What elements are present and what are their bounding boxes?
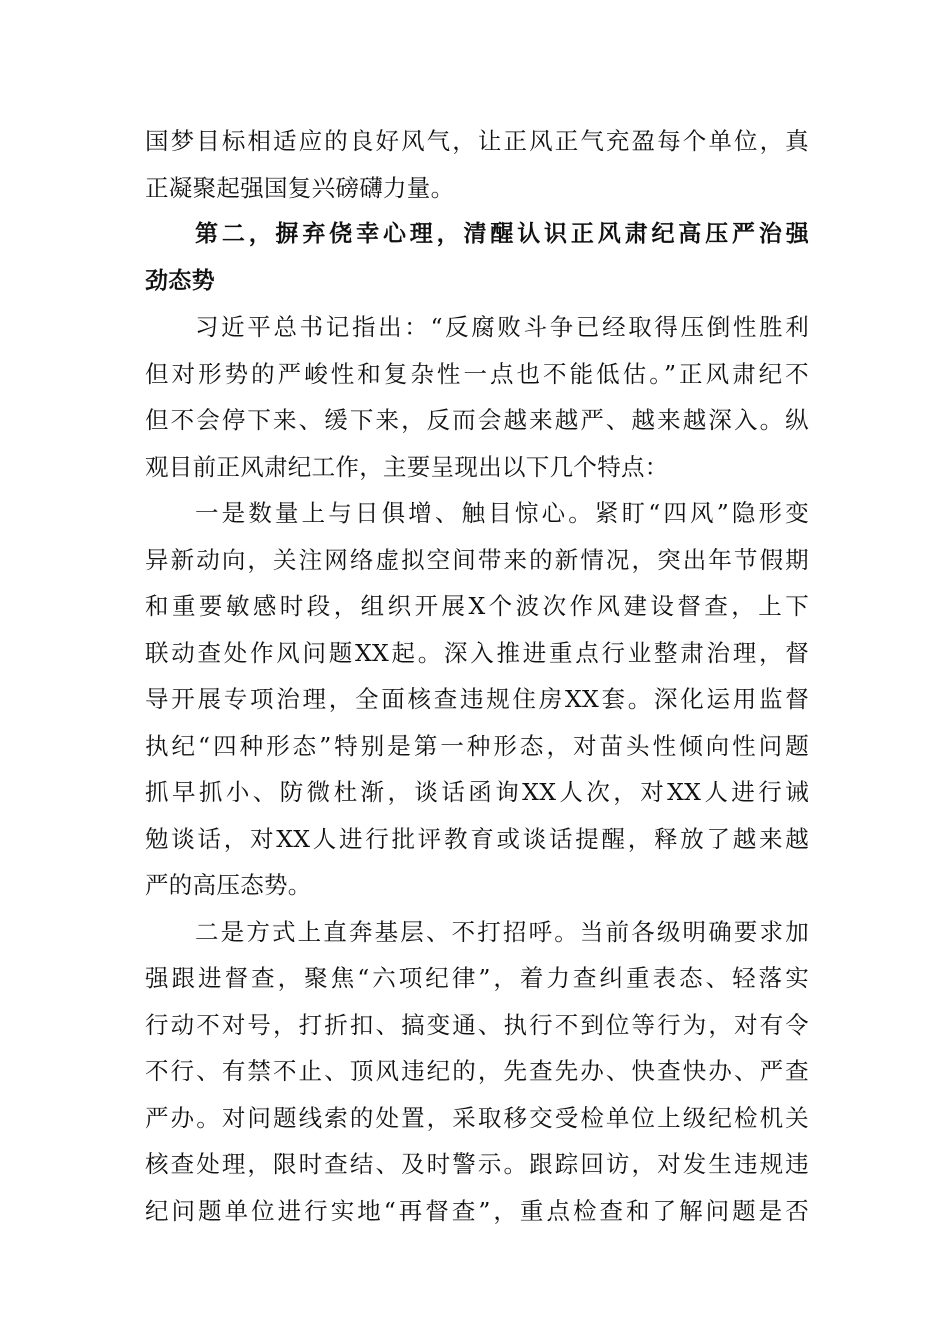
text-line: 正凝聚起强国复兴磅礴力量。 <box>145 173 455 202</box>
text-line: 强跟进督查，聚焦“六项纪律”，着力查纠重表态、轻落实 <box>145 964 809 992</box>
text-line: 但不会停下来、缓下来，反而会越来越严、越来越深入。纵 <box>145 406 809 434</box>
text-line: 和重要敏感时段，组织开展X个波次作风建设督查，上下 <box>145 592 809 620</box>
paragraph-point-two <box>145 909 809 1235</box>
text-line: 纪问题单位进行实地“再督查”，重点检查和了解问题是否 <box>145 1196 809 1225</box>
text-line: 严的高压态势。 <box>145 871 312 899</box>
heading-line: 劲态势 <box>145 267 215 294</box>
text-line: 习近平总书记指出：“反腐败斗争已经取得压倒性胜利 <box>195 313 809 341</box>
text-line: 核查处理，限时查结、及时警示。跟踪回访，对发生违规违 <box>145 1150 809 1178</box>
document-page <box>145 118 809 1234</box>
paragraph-quote <box>145 304 809 490</box>
text-line: 严办。对问题线索的处置，采取移交受检单位上级纪检机关 <box>145 1103 809 1132</box>
text-line: 一是数量上与日俱增、触目惊心。紧盯“四风”隐形变 <box>195 499 809 527</box>
text-line: 国梦目标相适应的良好风气，让正风正气充盈每个单位，真 <box>145 127 809 155</box>
text-line: 执纪“四种形态”特别是第一种形态，对苗头性倾向性问题 <box>145 731 809 760</box>
text-line: 抓早抓小、防微杜渐，谈话函询XX人次，对XX人进行诫 <box>145 778 809 806</box>
text-line: 但对形势的严峻性和复杂性一点也不能低估。”正风肃纪不 <box>145 359 809 388</box>
section-heading-second <box>145 211 809 304</box>
text-line: 异新动向，关注网络虚拟空间带来的新情况，突出年节假期 <box>145 545 809 574</box>
paragraph-point-one <box>145 490 809 909</box>
text-line: 行动不对号，打折扣、搞变通、执行不到位等行为，对有令 <box>145 1010 809 1039</box>
text-line: 导开展专项治理，全面核查违规住房XX套。深化运用监督 <box>145 685 809 713</box>
text-line: 二是方式上直奔基层、不打招呼。当前各级明确要求加 <box>195 917 809 946</box>
text-line: 不行、有禁不止、顶风违纪的，先查先办、快查快办、严查 <box>145 1057 809 1085</box>
text-line: 勉谈话，对XX人进行批评教育或谈话提醒，释放了越来越 <box>145 824 809 853</box>
text-line: 联动查处作风问题XX起。深入推进重点行业整肃治理，督 <box>145 638 809 667</box>
text-line: 观目前正风肃纪工作，主要呈现出以下几个特点： <box>145 452 669 481</box>
paragraph-continuation <box>145 118 809 211</box>
heading-line: 第二，摒弃侥幸心理，清醒认识正风肃纪高压严治强 <box>195 221 809 247</box>
